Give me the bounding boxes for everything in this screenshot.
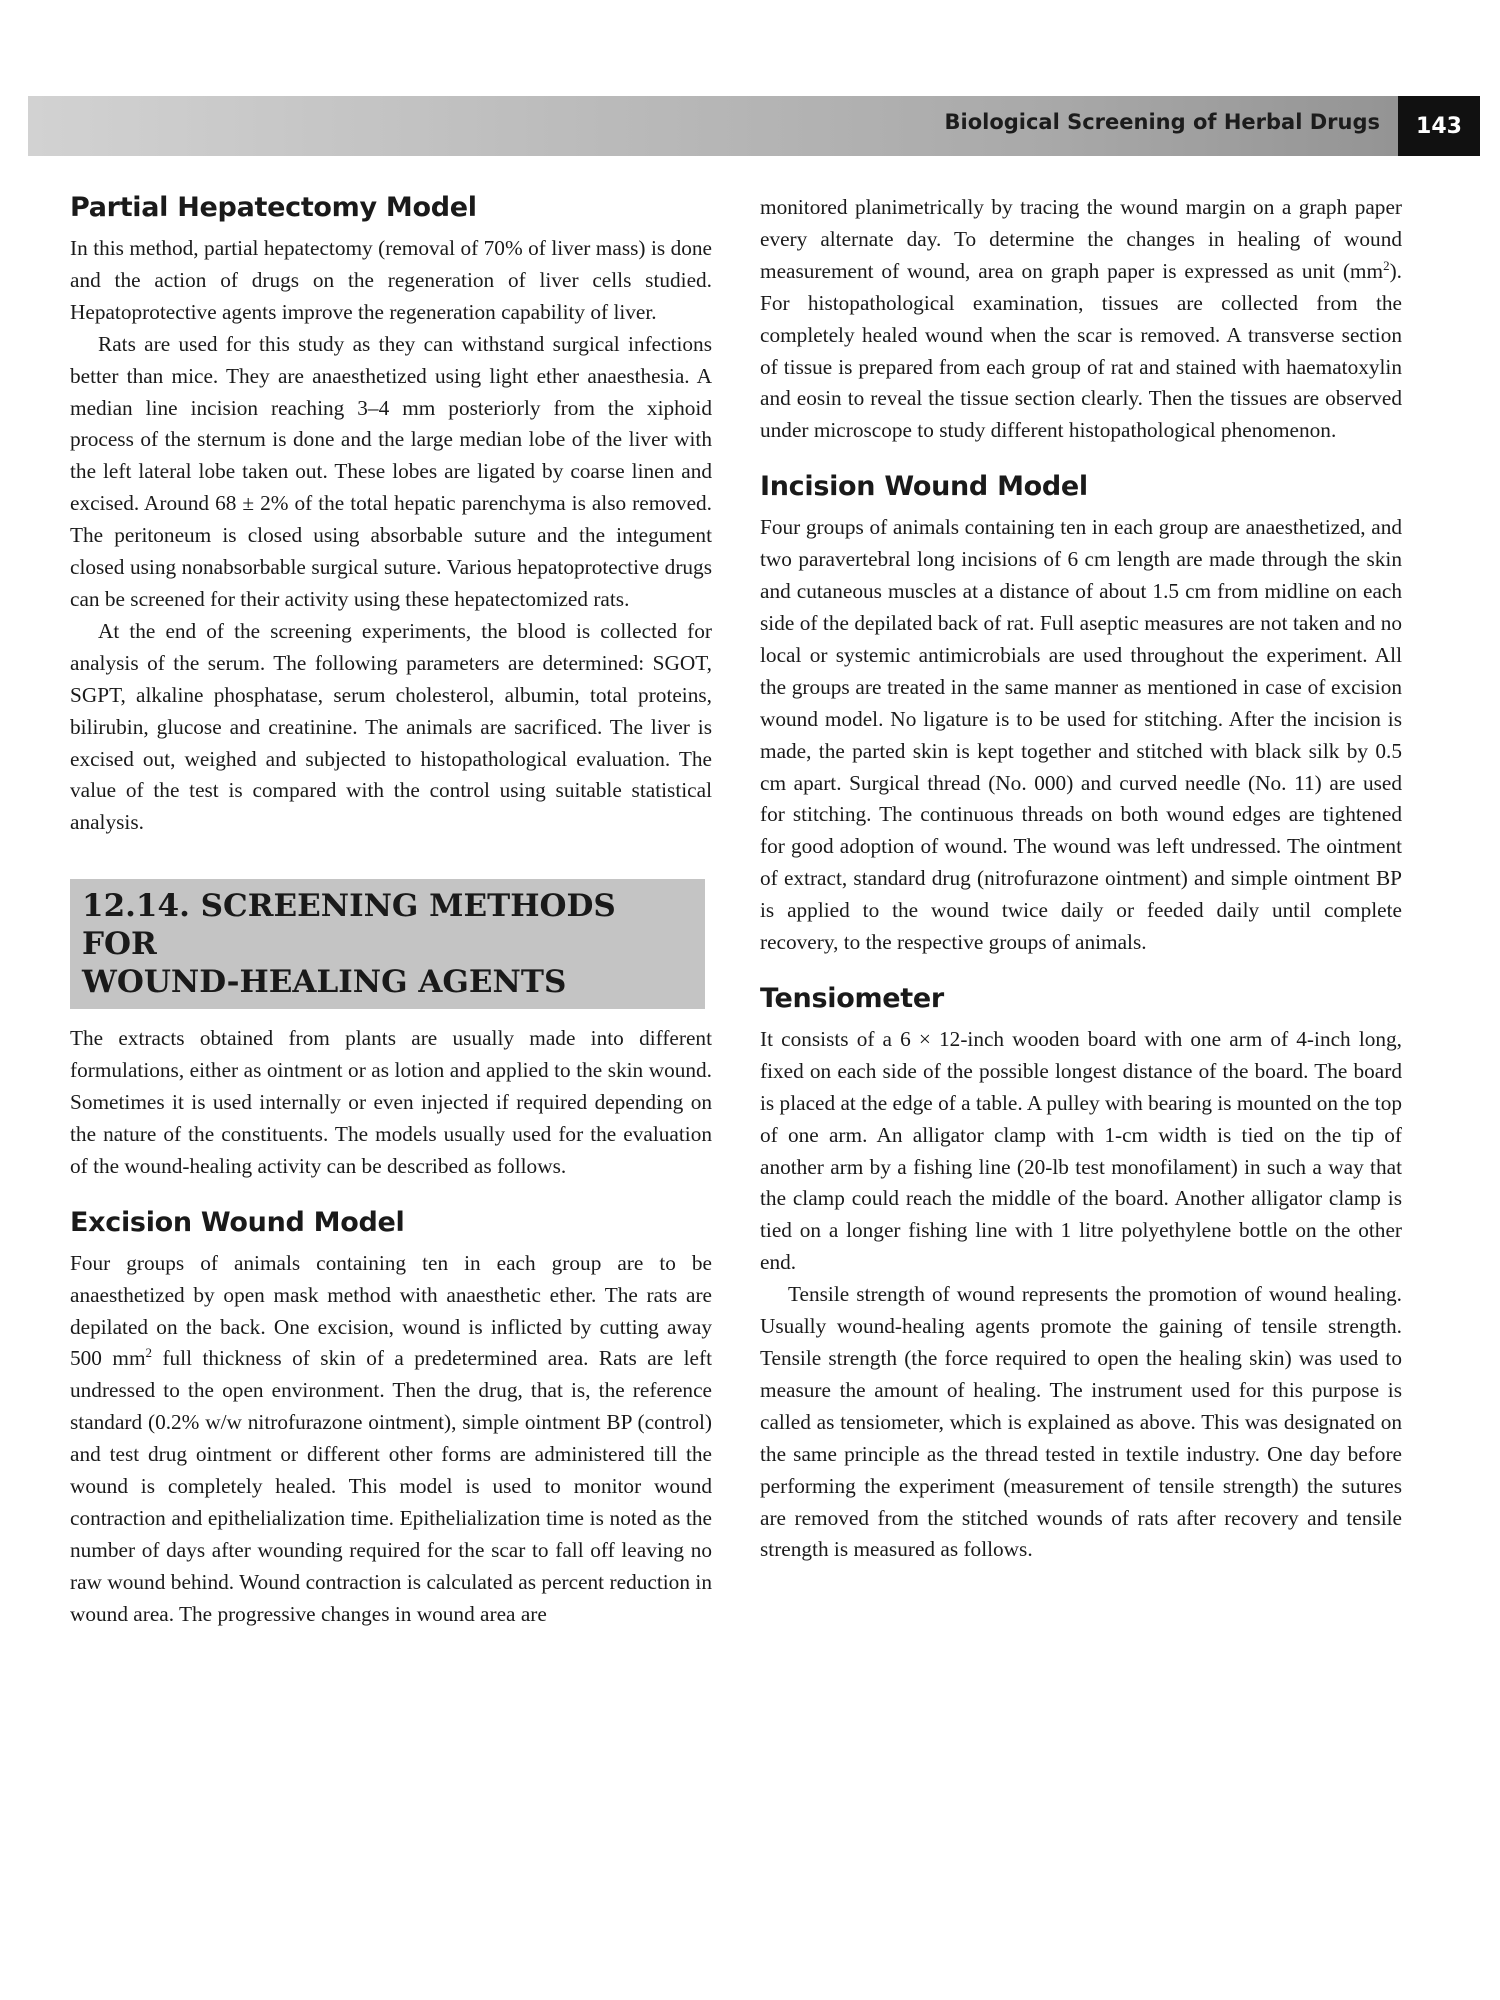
paragraph: The extracts obtained from plants are usually made into different formulations, either as ointment or as lotion and applied to the skin wound. Sometimes it is used internally or even injected if required depending on the nature of the constituents. The models usually used for the evaluation of the wound-healing activity can be described as follows.	[70, 1026, 712, 1178]
left-column	[70, 192, 712, 1631]
section-heading-line2: WOUND-HEALING AGENTS	[82, 964, 567, 1001]
right-column	[760, 192, 1402, 1566]
paragraph: monitored planimetrically by tracing the wound margin on a graph paper every alternate day. To determine the changes in healing of wound measurement of wound, area on graph paper is expressed as unit $(mm^2)$. For histopathological examination, tissues are collected from the completely healed wound when the scar is removed. A transverse section of tissue is prepared from each group of rat and stained with haematoxylin and eosin to reveal the tissue section clearly. Then the tissues are observed under microscope to study different histopathological phenomenon.	[760, 195, 1402, 443]
page-number: 143	[1398, 96, 1480, 156]
heading-excision-wound-model: Excision Wound Model	[70, 1206, 405, 1238]
paragraph: In this method, partial hepatectomy (removal of 70% of liver mass) is done and the action of drugs on the regeneration of liver cells studied. Hepatoprotective agents improve the regeneration capability of liver.	[70, 236, 712, 324]
heading-tensiometer: Tensiometer	[760, 982, 944, 1014]
running-header	[28, 96, 1480, 156]
paragraph: It consists of a 6 × 12-inch wooden board with one arm of 4-inch long, fixed on each side of the possible longest distance of the board. The board is placed at the edge of a table. A pulley with bearing is mounted on the top of one arm. An alligator clamp with 1-cm width is tied on the tip of another arm by a fishing line (20-lb test monofilament) in such a way that the clamp could reach the middle of the board. Another alligator clamp is tied on a longer fishing line with 1 litre polyethylene bottle on the other end.	[760, 1026, 1402, 1275]
section-heading-box	[70, 879, 705, 1009]
paragraph: Four groups of animals containing ten in each group are anaesthetized, and two paravertebral long incisions of 6 cm length are made through the skin and cutaneous muscles at a distance of about 1.5 cm from midline on each side of the depilated back of rat. Full aseptic measures are not taken and no local or systemic antimicrobials are used throughout the experiment. All the groups are treated in the same manner as mentioned in case of excision wound model. No ligature is to be used for stitching. After the incision is made, the parted skin is kept together and stitched with black silk by 0.5 cm apart. Surgical thread (No. 000) and curved needle (No. 11) are used for stitching. The continuous threads on both wound edges are tightened for good adoption of wound. The wound was left undressed. The ointment of extract, standard drug (nitrofurazone ointment) and simple ointment BP is applied to the wound twice daily or feeded daily until complete recovery, to the respective groups of animals.	[760, 515, 1402, 955]
paragraph: Tensile strength of wound represents the promotion of wound healing. Usually wound-healing agents promote the gaining of tensile strength. Tensile strength (the force required to open the healing skin) was used to measure the amount of healing. The instrument used for this purpose is called as tensiometer, which is explained as above. This was designated on the same principle as the thread tested in textile industry. One day before performing the experiment (measurement of tensile strength) the sutures are removed from the stitched wounds of rats after recovery and tensile strength is measured as follows.	[760, 1282, 1402, 1562]
heading-incision-wound-model: Incision Wound Model	[760, 471, 1088, 503]
heading-partial-hepatectomy: Partial Hepatectomy Model	[70, 192, 477, 223]
paragraph: At the end of the screening experiments, the blood is collected for analysis of the serum. The following parameters are determined: SGOT, SGPT, alkaline phosphatase, serum cholesterol, albumin, total proteins, bilirubin, glucose and creatinine. The animals are sacrificed. The liver is excised out, weighed and subjected to histopathological evaluation. The value of the test is compared with the control using suitable statistical analysis.	[70, 618, 712, 835]
paragraph: Rats are used for this study as they can withstand surgical infections better than mice. They are anaesthetized using light ether anaesthesia. A median line incision reaching 3–4 mm posteriorly from the xiphoid process of the sternum is done and the large median lobe of the liver with the left lateral lobe taken out. These lobes are ligated by coarse linen and excised. Around 68 ± 2% of the total hepatic parenchyma is also removed. The peritoneum is closed using absorbable suture and the integument closed using nonabsorbable surgical suture. Various hepatoprotective drugs can be screened for their activity using these hepatectomized rats.	[70, 331, 712, 611]
paragraph: Four groups of animals containing ten in each group are to be anaesthetized by open mask method with anaesthetic ether. The rats are depilated on the back. One excision, wound is inflicted by cutting away 500 $mm^2$ full thickness of skin of a predetermined area. Rats are left undressed to the open environment. Then the drug, that is, the reference standard (0.2% w/w nitrofurazone ointment), simple ointment BP (control) and test drug ointment or different other forms are administered till the wound is completely healed. This model is used to monitor wound contraction and epithelialization time. Epithelialization time is noted as the number of days after wounding required for the scar to fall off leaving no raw wound behind. Wound contraction is calculated as percent reduction in wound area. The progressive changes in wound area are	[70, 1250, 712, 1626]
running-header-title: Biological Screening of Herbal Drugs	[944, 110, 1380, 134]
section-heading-line1: 12.14. SCREENING METHODS FOR	[82, 888, 616, 963]
